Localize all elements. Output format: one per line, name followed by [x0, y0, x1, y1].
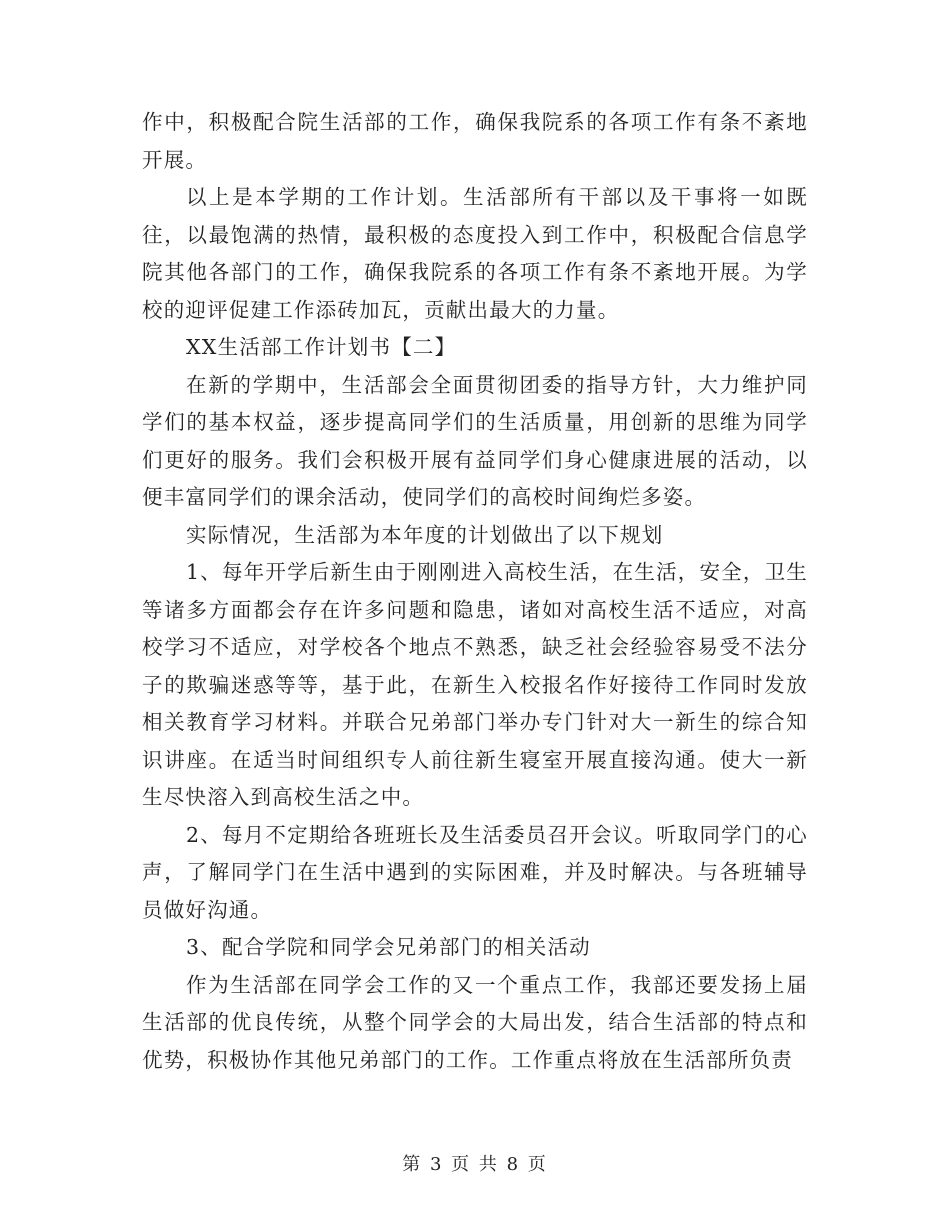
- paragraph-intro: 在新的学期中，生活部会全面贯彻团委的指导方针，大力维护同学们的基本权益，逐步提高同学们的生活质量，用创新的思维为同学们更好的服务。我们会积极开展有益同学们身心健康进展的活动，以便丰富同学们的课余活动，使同学们的高校时间绚烂多姿。: [142, 372, 808, 509]
- paragraph-continuation: 作中，积极配合院生活部的工作，确保我院系的各项工作有条不紊地开展。: [142, 110, 808, 172]
- paragraph-item-3: 3、配合学院和同学会兄弟部门的相关活动: [186, 935, 591, 959]
- page-footer: 第 3 页 共 8 页: [402, 1154, 548, 1175]
- paragraph-summary: 以上是本学期的工作计划。生活部所有干部以及干事将一如既往，以最饱满的热情，最积极的态度投入到工作中，积极配合信息学院其他各部门的工作，确保我院系的各项工作有条不紊地开展。为学校的迎评促建工作添砖加瓦，贡献出最大的力量。: [142, 185, 808, 322]
- document-body: [142, 104, 808, 1079]
- section-heading: XX生活部工作计划书【二】: [186, 335, 457, 359]
- paragraph-item-3-body: 作为生活部在同学会工作的又一个重点工作，我部还要发扬上届生活部的优良传统，从整个同学会的大局出发，结合生活部的特点和优势，积极协作其他兄弟部门的工作。工作重点将放在生活部所负责: [142, 972, 808, 1072]
- paragraph-plan-lead: 实际情况，生活部为本年度的计划做出了以下规划: [186, 522, 664, 547]
- paragraph-item-2: 2、每月不定期给各班班长及生活委员召开会议。听取同学门的心声，了解同学门在生活中遇到的实际困难，并及时解决。与各班辅导员做好沟通。: [142, 822, 808, 922]
- paragraph-item-1: 1、每年开学后新生由于刚刚进入高校生活，在生活，安全，卫生等诸多方面都会存在许多问题和隐患，诸如对高校生活不适应，对高校学习不适应，对学校各个地点不熟悉，缺乏社会经验容易受不法分子的欺骗迷惑等等，基于此，在新生入校报名作好接待工作同时发放相关教育学习材料。并联合兄弟部门举办专门针对大一新生的综合知识讲座。在适当时间组织专人前往新生寝室开展直接沟通。使大一新生尽快溶入到高校生活之中。: [142, 560, 808, 809]
